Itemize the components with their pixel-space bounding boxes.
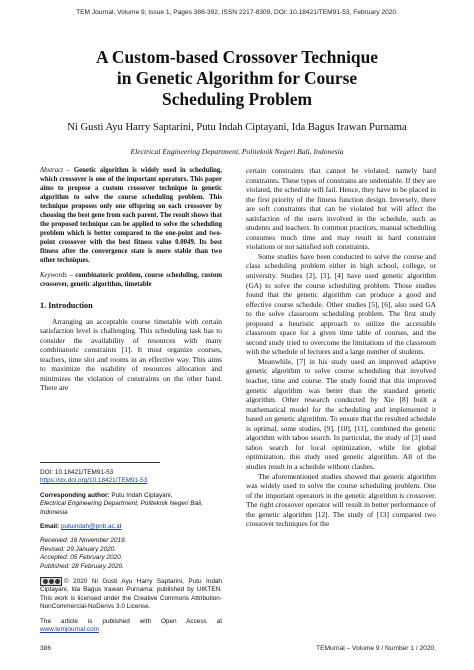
article-info-box — [40, 462, 222, 635]
corresponding-author-label: Corresponding author: — [40, 491, 110, 499]
paper-title — [40, 47, 434, 110]
accepted-date: Accepted: 05 February 2020. — [40, 554, 123, 562]
left-column — [40, 166, 222, 393]
open-access-text: The article is published with Open Access at — [40, 617, 222, 625]
title-line: A Custom-based Crossover Technique — [95, 47, 378, 67]
body-paragraph: Arranging an acceptable course timetable with certain satisfaction level is challenging. This scheduling task has to consider the availability of resources with many combinatoric constraints [1]. It must organize courses, teachers, time slot and rooms in an effective way. This aims to maximize the usability of resources allocation and minimizes the violation of constraints on the other hand. There are — [40, 316, 222, 393]
email-link[interactable]: putuindah@pnb.ac.id — [60, 523, 122, 531]
abstract-text: Genetic algorithm is widely used in scheduling, which crossover is one of the important operators. This paper aims to propose a custom crossover technique in genetic algorithm to solve the course scheduling problem. This technique proposes only one offspring on each crossover by choosing the best gene from each parent. The result shows that the proposed technique can be applied to solve the scheduling problem which is better compared to the one-point and two-point crossover with the best fitness value 0.0049. Its best fitness after the convergence state is more stable than two other techniques. — [40, 167, 222, 264]
body-paragraph: The aforementioned studies showed that genetic algorithm was widely used to solve the course scheduling problem. One of the important operators in the genetic algorithm is crossover. The right crossover operator will result in better performance of the genetic algorithm [12]. The study of [13] compared two crossover techniques for the — [246, 471, 436, 529]
received-date: Received: 16 November 2019. — [40, 537, 127, 545]
divider — [40, 462, 160, 463]
abstract — [40, 166, 222, 265]
email-line — [40, 523, 222, 531]
email-label: Email: — [40, 523, 60, 531]
corresponding-affiliation: Electrical Engineering Department, Politeknik Negeri Bali, Indonesia — [40, 500, 203, 516]
keywords — [40, 271, 222, 289]
page-number: 386 — [40, 645, 52, 652]
body-paragraph: Some studies have been conducted to solve the course and class scheduling problem either in high school, college, or university. Studies [2], [3], [4] have used genetic algorithm (GA) to solve the course scheduling problem. Those studies found that the genetic algorithm can produce a good and effective course schedule. Other studies [5], [6], also used GA to the solve classroom scheduling problem. The first study proposed a heuristic approach to utilize the accessible classroom space for a given time table of courses, and the second study tried to overcome the limitations of the classroom with the schedule of lectures and a large number of students. — [246, 251, 436, 357]
journal-website-link[interactable]: www.temjournal.com — [40, 626, 99, 634]
right-column — [246, 166, 436, 529]
author-list: Ni Gusti Ayu Harry Saptarini, Putu Indah Ciptayani, Ida Bagus Irawan Purnama — [67, 122, 407, 133]
title-line: in Genetic Algorithm for Course — [116, 68, 358, 88]
section-heading: 1. Introduction — [40, 301, 93, 310]
license-notice — [40, 577, 222, 612]
corresponding-author-name: Putu Indah Ciptayani, — [109, 491, 173, 499]
license-text: © 2020 Ni Gusti Ayu Harry Saptarini, Putu Indah Ciptayani, Ida Bagus Irawan Purnama; published by UIKTEN. This work is licensed under the Creative Commons Attribution-NonCommercial-NoDerivs 3.0 License. — [40, 578, 222, 611]
journal-footer: TEMurnal – Volume 9 / Number 1 / 2020. — [316, 645, 436, 652]
published-date: Published: 28 February 2020. — [40, 562, 124, 570]
open-access-notice — [40, 618, 222, 635]
title-line: Scheduling Problem — [162, 89, 312, 109]
abstract-lead: Abstract – — [40, 167, 71, 174]
affiliation: Electrical Engineering Department, Politeknik Negeri Bali, Indonesia — [130, 147, 344, 156]
doi-link[interactable]: https://dx.doi.org/10.18421/TEM91-53 — [40, 477, 148, 485]
keywords-text: combinatoric problem, course scheduling, custom crossover, genetic algorithm, timetable — [40, 272, 222, 288]
corresponding-author — [40, 492, 222, 500]
body-paragraph: Meanwhile, [7] in his study used an improved adaptive genetic algorithm to solve course scheduling that involved teacher, time and course. The study found that this improved genetic algorithm was better than the standard genetic algorithm. Other research conducted by Xie [8] built a mathematical model for the scheduling and implemented it based on genetic algorithm. To ensure that the resulted schedule is optimal, some studies, [9], [10], [11], combined the genetic algorithm with taboo search. In particular, the study of [3] used taboo search for local optimization, while for global optimization, this study used genetic algorithm. All of the studies result in a schedule without clashes. — [246, 356, 436, 471]
keywords-lead: Keywords – — [40, 272, 73, 279]
cc-license-icon — [40, 577, 62, 586]
body-paragraph: certain constraints that cannot be violated, namely hard constraints. These types of constrains are undeniable. If they are violated, the schedule will fail. Hence, they have to be placed in the first priority of the fitness function design. Inversely, there are soft constraints that can be violated but will affect the satisfaction of the users involved in the schedule, such as students and teachers. In common practices, manual scheduling consumes much time and may result in hard constraint violations or not satisfied soft constraints. — [246, 166, 436, 252]
revised-date: Revised: 29 January 2020. — [40, 545, 117, 553]
running-head: TEM Journal. Volume 9, Issue 1, Pages 386-392, ISSN 2217-8309, DOI: 10.18421/TEM91-53, February 2020. — [76, 9, 398, 16]
doi-label: DOI: 10.18421/TEM91-53 — [40, 469, 114, 476]
